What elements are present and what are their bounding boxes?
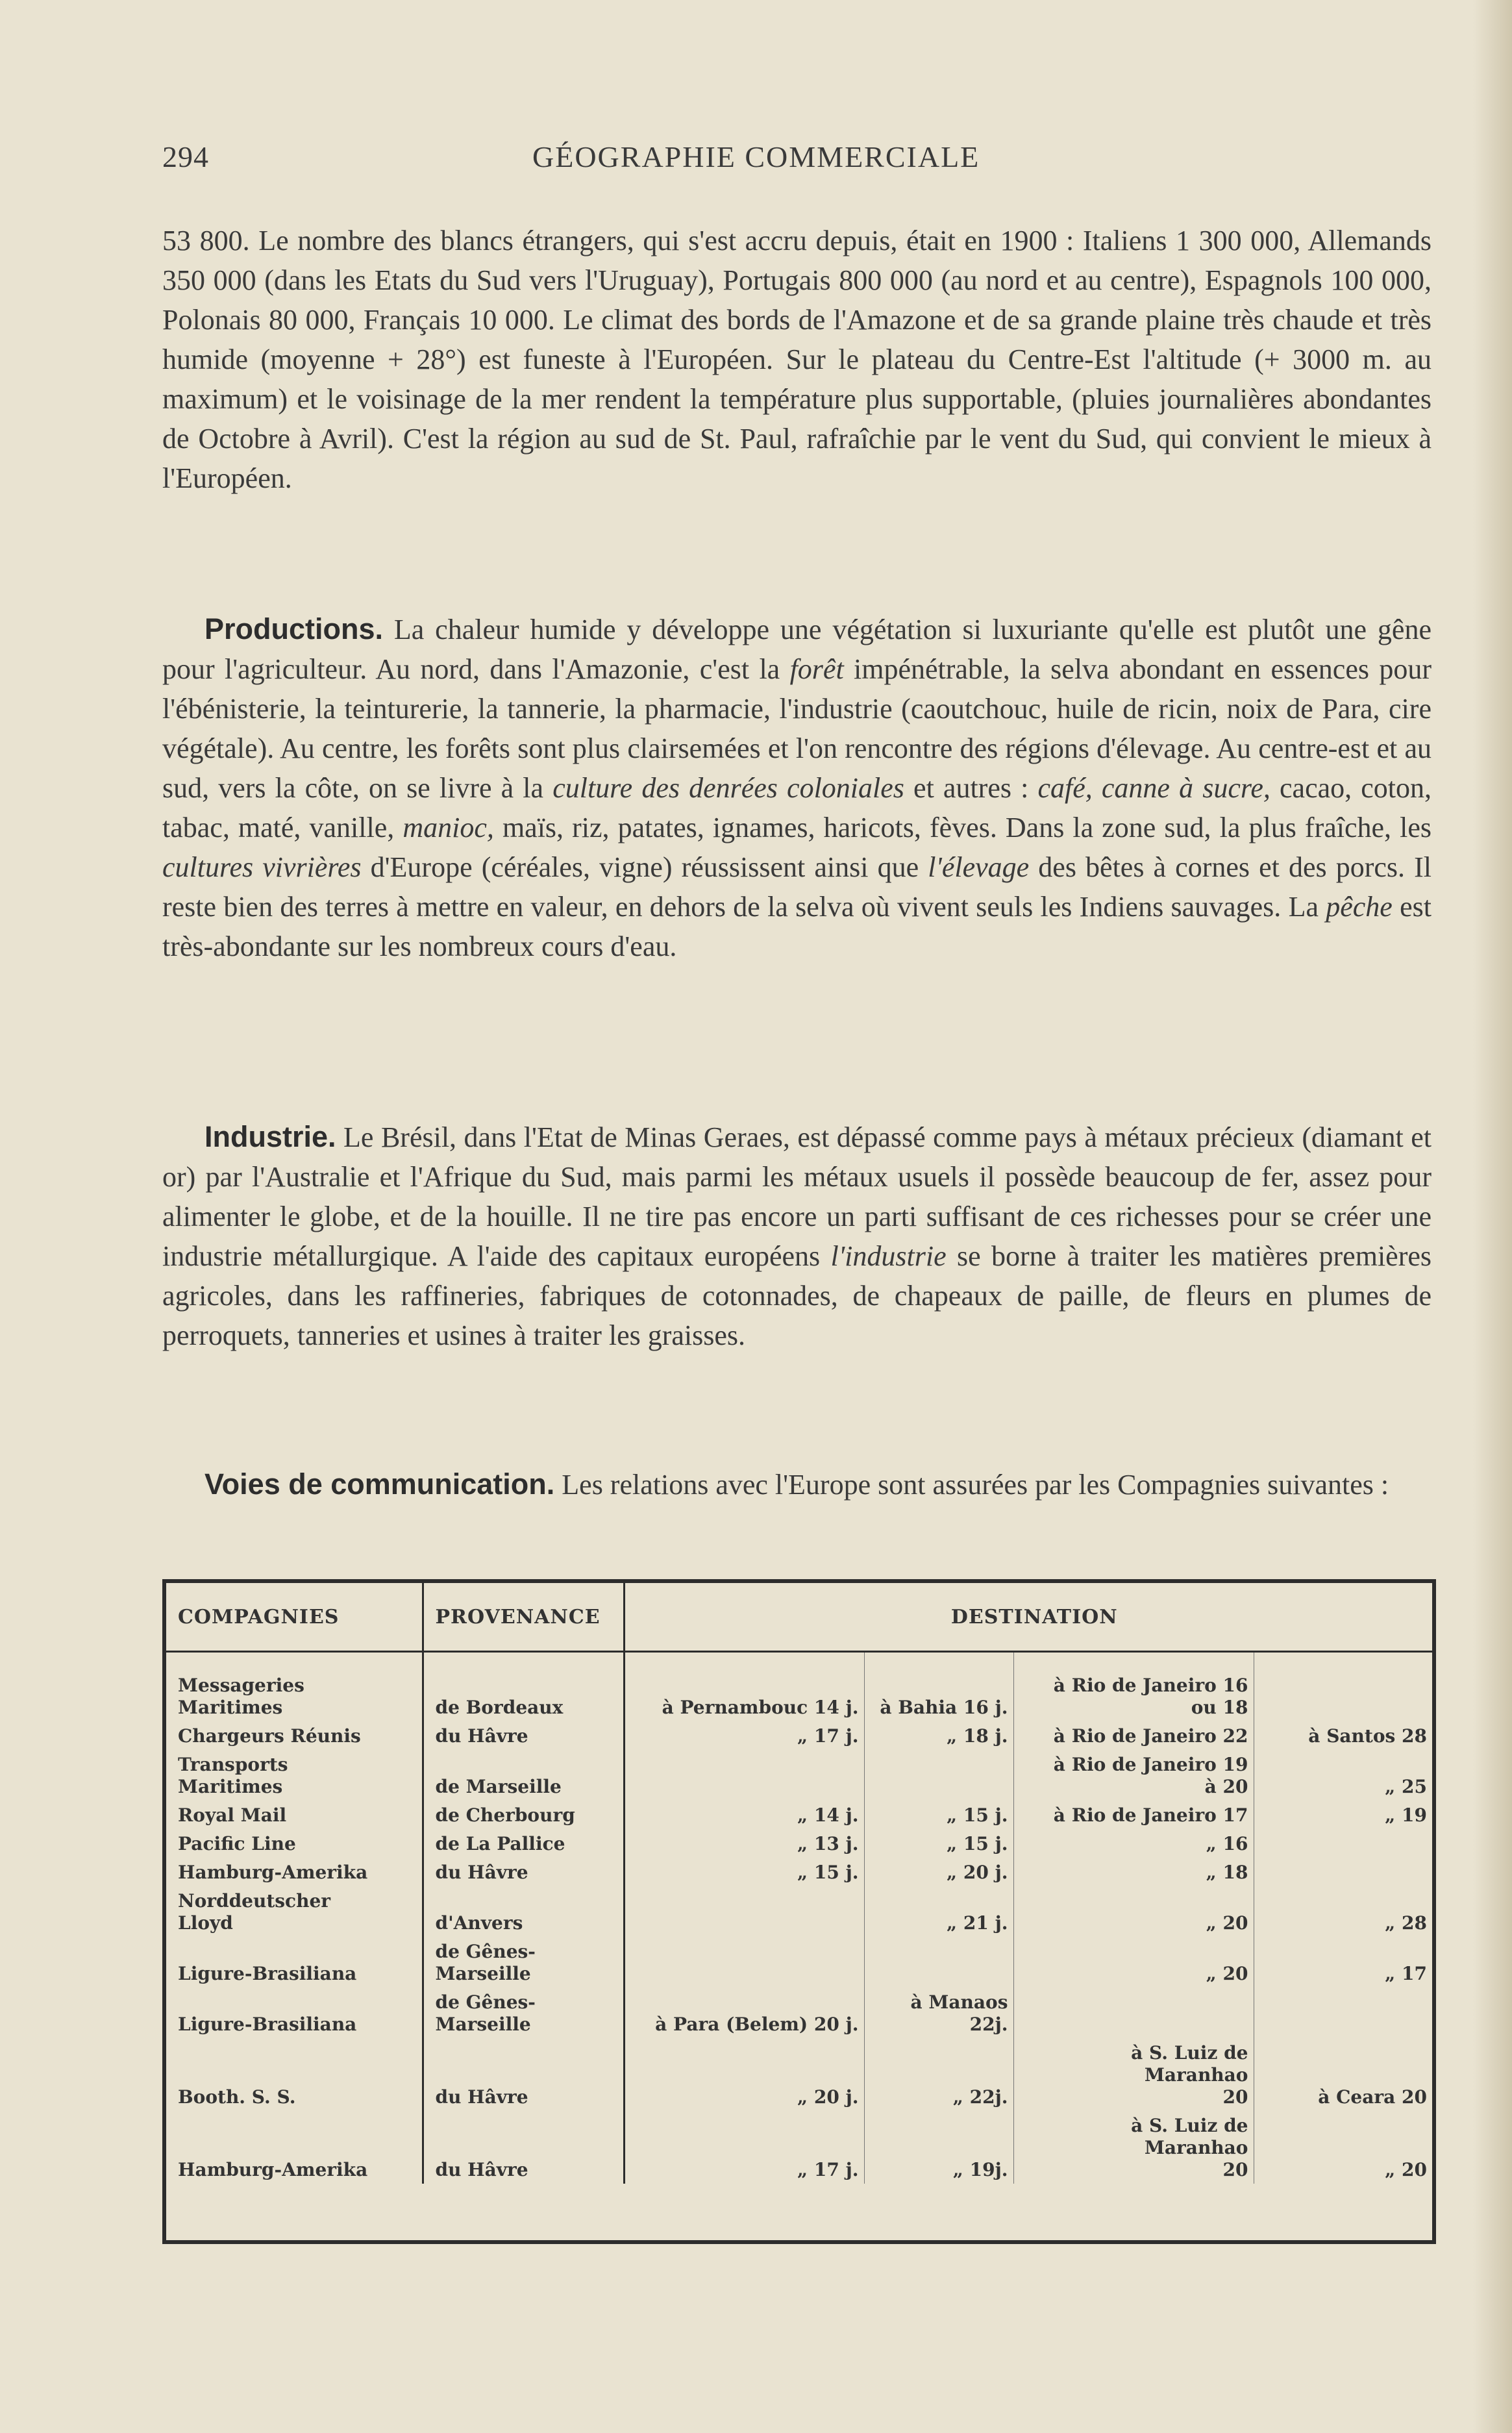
voies-paragraph xyxy=(162,1464,1431,1504)
destination-cell-2 xyxy=(864,1937,1013,1988)
company-cell xyxy=(166,1858,423,1886)
table-row xyxy=(166,1858,1432,1886)
destination-cell-2: „ 22j. xyxy=(864,2038,1013,2111)
header-destination: DESTINATION xyxy=(624,1583,1432,1652)
text-run: se borne à traiter les matières premières agricoles, dans les raffineries, fabriques de cotonnades, de chapeaux de paille, de fleurs en plumes de perroquets, tanneries et usines à traiter les graisses. xyxy=(162,1240,1431,1351)
industrie-section xyxy=(162,1117,1431,1355)
productions-paragraph xyxy=(162,609,1431,966)
destination-cell-4 xyxy=(1254,1988,1432,2038)
destination-cell-4: à Ceara 20 xyxy=(1318,2086,1427,2108)
emphasis: café, canne à sucre, xyxy=(1037,772,1270,804)
destination-cell-3-line: „ 16 xyxy=(1206,1833,1248,1854)
intro-paragraph xyxy=(162,221,1431,498)
text-run: impénétrable, la selva abondant en essences pour l'ébénisterie, la teinturerie, la tannerie, la pharmacie, l'industrie (caoutchouc, huile de ricin, noix de Para, cire végétale). Au centre, les forêts sont plus clairsemées et l'on rencontre des régions d'élevage. Au centre-est et au sud, vers la côte, on se livre à la xyxy=(162,653,1431,804)
destination-cell-4: „ 20 xyxy=(1385,2159,1427,2180)
emphasis: l'élevage xyxy=(928,851,1030,883)
destination-cell-4 xyxy=(1254,1829,1432,1858)
destination-cell-3-line: à S. Luiz de Maranhao xyxy=(1131,2042,1248,2086)
destination-cell-1: „ 15 j. xyxy=(624,1858,864,1886)
provenance-cell-line: de La Pallice xyxy=(435,1833,565,1854)
table-row xyxy=(166,1937,1432,1988)
company-cell xyxy=(166,1937,423,1988)
provenance-cell-line: Marseille xyxy=(435,2014,531,2035)
section-heading-industrie: Industrie. xyxy=(204,1120,336,1153)
company-cell xyxy=(166,1721,423,1750)
destination-cell-3 xyxy=(1013,1721,1254,1750)
destination-cell-1: à Para (Belem) 20 j. xyxy=(624,1988,864,2038)
company-cell-line: Transports xyxy=(178,1754,288,1775)
destination-cell-2: à Manaos 22j. xyxy=(864,1988,1013,2038)
provenance-cell xyxy=(423,1652,624,1722)
productions-section xyxy=(162,609,1431,966)
table-row xyxy=(166,1988,1432,2038)
destination-cell-3-line: à S. Luiz de Maranhao xyxy=(1131,2115,1248,2158)
provenance-cell xyxy=(423,1988,624,2038)
company-cell-line: Royal Mail xyxy=(178,1804,287,1826)
company-cell xyxy=(166,2038,423,2111)
emphasis: pêche xyxy=(1326,891,1393,923)
destination-cell-3 xyxy=(1013,1750,1254,1801)
company-cell-line: Booth. S. S. xyxy=(178,2086,296,2108)
voies-section xyxy=(162,1464,1431,1504)
table-header-row xyxy=(166,1583,1432,1652)
emphasis: forêt xyxy=(789,653,844,685)
destination-cell-4 xyxy=(1254,1858,1432,1886)
provenance-cell-line: du Hâvre xyxy=(435,1725,528,1747)
section-heading-voies: Voies de communication. xyxy=(204,1467,555,1501)
destination-cell-2: „ 20 j. xyxy=(864,1858,1013,1886)
routes-table xyxy=(166,1583,1432,2184)
destination-cell-4: „ 19 xyxy=(1385,1804,1427,1826)
company-cell-line: Pacific Line xyxy=(178,1833,296,1854)
company-cell-line: Lloyd xyxy=(178,1912,233,1934)
provenance-cell xyxy=(423,2038,624,2111)
provenance-cell-line: Marseille xyxy=(435,1963,531,1984)
company-cell-line: Ligure-Brasiliana xyxy=(178,2014,357,2035)
table-row xyxy=(166,1721,1432,1750)
provenance-cell-line: de Bordeaux xyxy=(435,1697,564,1718)
company-cell xyxy=(166,1988,423,2038)
table-row xyxy=(166,2111,1432,2184)
text-run: d'Europe (céréales, vigne) réussissent ainsi que xyxy=(361,851,928,883)
company-cell xyxy=(166,1801,423,1829)
provenance-cell-line: du Hâvre xyxy=(435,2159,528,2180)
destination-cell-3-line: à Rio de Janeiro 17 xyxy=(1053,1804,1248,1826)
running-head xyxy=(162,133,1431,179)
company-cell xyxy=(166,1652,423,1722)
destination-cell-2: à Bahia 16 j. xyxy=(864,1652,1013,1722)
text-run: Les relations avec l'Europe sont assurées par les Compagnies suivantes : xyxy=(554,1469,1389,1501)
destination-cell-3-line: à Rio de Janeiro 16 xyxy=(1053,1675,1248,1696)
company-cell xyxy=(166,1829,423,1858)
company-cell-line: Norddeutscher xyxy=(178,1890,331,1912)
provenance-cell xyxy=(423,1721,624,1750)
text-run: La chaleur humide y développe une végétation si luxuriante qu'elle est plutôt une gêne pour l'agriculteur. Au nord, dans l'Amazonie, c'est la xyxy=(162,614,1431,685)
page-number: 294 xyxy=(162,140,209,173)
running-title: GÉOGRAPHIE COMMERCIALE xyxy=(532,140,980,173)
table-row xyxy=(166,1652,1432,1722)
provenance-cell-line: de Gênes- xyxy=(435,1991,536,2013)
page-edge xyxy=(1473,0,1512,2433)
destination-cell-3 xyxy=(1013,1988,1254,2038)
company-cell-line: Chargeurs Réunis xyxy=(178,1725,361,1747)
provenance-cell xyxy=(423,1858,624,1886)
company-cell xyxy=(166,1750,423,1801)
destination-cell-1 xyxy=(624,1937,864,1988)
text-run: est très-abondante sur les nombreux cours d'eau. xyxy=(162,891,1431,962)
destination-cell-3-line: à Rio de Janeiro 22 xyxy=(1053,1725,1248,1747)
destination-cell-3 xyxy=(1013,2111,1254,2184)
destination-cell-1: „ 13 j. xyxy=(624,1829,864,1858)
header-provenance: PROVENANCE xyxy=(423,1583,624,1652)
company-cell-line: Maritimes xyxy=(178,1776,283,1797)
text-run: cacao, coton, tabac, maté, vanille, xyxy=(162,772,1432,843)
text-run: des bêtes à cornes et des porcs. Il reste bien des terres à mettre en valeur, en dehors de la selva où vivent seuls les Indiens sauvages. La xyxy=(162,851,1431,923)
provenance-cell-line: du Hâvre xyxy=(435,2086,528,2108)
destination-cell-1 xyxy=(624,1750,864,1801)
destination-cell-3 xyxy=(1013,1801,1254,1829)
destination-cell-3-line: 20 xyxy=(1222,2086,1248,2108)
company-cell-line: Hamburg-Amerika xyxy=(178,2159,368,2180)
destination-cell-4: „ 28 xyxy=(1385,1912,1427,1934)
table-body xyxy=(166,1652,1432,2184)
table-row xyxy=(166,1829,1432,1858)
company-cell-line: Hamburg-Amerika xyxy=(178,1862,368,1883)
company-cell xyxy=(166,2111,423,2184)
provenance-cell xyxy=(423,1829,624,1858)
shipping-companies-table xyxy=(162,1579,1436,2244)
company-cell xyxy=(166,1886,423,1937)
destination-cell-4: „ 17 xyxy=(1385,1963,1427,1984)
destination-cell-4: „ 25 xyxy=(1385,1776,1427,1797)
destination-cell-2: „ 18 j. xyxy=(864,1721,1013,1750)
emphasis: culture des denrées coloniales xyxy=(552,772,904,804)
text-run: et autres : xyxy=(904,772,1038,804)
destination-cell-3 xyxy=(1013,1829,1254,1858)
destination-cell-3 xyxy=(1013,1652,1254,1722)
text-run: Le Brésil, dans l'Etat de Minas Geraes, est dépassé comme pays à métaux précieux (diamant et or) par l'Australie et l'Afrique du Sud, mais parmi les métaux usuels il possède beaucoup de fer, assez pour alimenter le globe, et de la houille. Il ne tire pas encore un parti suffisant de ces richesses pour se créer une industrie métallurgique. A l'aide des capitaux européens xyxy=(162,1121,1431,1272)
destination-cell-3 xyxy=(1013,1858,1254,1886)
provenance-cell-line: du Hâvre xyxy=(435,1862,528,1883)
provenance-cell-line: d'Anvers xyxy=(435,1912,523,1934)
table-row xyxy=(166,1750,1432,1801)
provenance-cell-line: de Gênes- xyxy=(435,1941,536,1962)
destination-cell-1: „ 20 j. xyxy=(624,2038,864,2111)
destination-cell-1: „ 14 j. xyxy=(624,1801,864,1829)
destination-cell-1 xyxy=(624,1886,864,1937)
destination-cell-2: „ 15 j. xyxy=(864,1829,1013,1858)
destination-cell-3 xyxy=(1013,1886,1254,1937)
destination-cell-1: à Pernambouc 14 j. xyxy=(624,1652,864,1722)
provenance-cell xyxy=(423,1937,624,1988)
industrie-paragraph xyxy=(162,1117,1431,1355)
provenance-cell xyxy=(423,2111,624,2184)
destination-cell-3-line: à 20 xyxy=(1204,1776,1248,1797)
provenance-cell xyxy=(423,1801,624,1829)
emphasis: cultures vivrières xyxy=(162,851,362,883)
destination-cell-2 xyxy=(864,1750,1013,1801)
header-compagnies: COMPAGNIES xyxy=(166,1583,423,1652)
destination-cell-4: à Santos 28 xyxy=(1308,1725,1427,1747)
provenance-cell xyxy=(423,1750,624,1801)
destination-cell-3-line: „ 20 xyxy=(1206,1912,1248,1934)
destination-cell-1: „ 17 j. xyxy=(624,1721,864,1750)
company-cell-line: Ligure-Brasiliana xyxy=(178,1963,357,1984)
destination-cell-3-line: à Rio de Janeiro 19 xyxy=(1053,1754,1248,1775)
destination-cell-2: „ 15 j. xyxy=(864,1801,1013,1829)
provenance-cell-line: de Marseille xyxy=(435,1776,562,1797)
destination-cell-4 xyxy=(1254,1652,1432,1722)
destination-cell-1: „ 17 j. xyxy=(624,2111,864,2184)
destination-cell-3 xyxy=(1013,1937,1254,1988)
destination-cell-3 xyxy=(1013,2038,1254,2111)
provenance-cell xyxy=(423,1886,624,1937)
destination-cell-3-line: 20 xyxy=(1222,2159,1248,2180)
section-heading-productions: Productions. xyxy=(204,612,384,645)
table-row xyxy=(166,1801,1432,1829)
destination-cell-3-line: „ 20 xyxy=(1206,1963,1248,1984)
table-row xyxy=(166,2038,1432,2111)
emphasis: manioc, xyxy=(403,812,494,843)
emphasis: l'industrie xyxy=(830,1240,947,1272)
table-row xyxy=(166,1886,1432,1937)
destination-cell-2: „ 19j. xyxy=(864,2111,1013,2184)
company-cell-line: Messageries xyxy=(178,1675,304,1696)
destination-cell-3-line: ou 18 xyxy=(1191,1697,1248,1718)
text-run: maïs, riz, patates, ignames, haricots, fèves. Dans la zone sud, la plus fraîche, les xyxy=(493,812,1431,843)
intro-text: 53 800. Le nombre des blancs étrangers, qui s'est accru depuis, était en 1900 : Italiens 1 300 000, Allemands 350 000 (dans les Etats du Sud vers l'Uruguay), Portugais 800 000 (au nord et au centre), Espagnols 100 000, Polonais 80 000, Français 10 000. Le climat des bords de l'Amazone et de sa grande plaine très chaude et très humide (moyenne + 28°) est funeste à l'Européen. Sur le plateau du Centre-Est l'altitude (+ 3000 m. au maximum) et le voisinage de la mer rendent la température plus supportable, (pluies journalières abondantes de Octobre à Avril). C'est la région au sud de St. Paul, rafraîchie par le vent du Sud, qui convient le mieux à l'Européen. xyxy=(162,225,1431,494)
destination-cell-3-line: „ 18 xyxy=(1206,1862,1248,1883)
company-cell-line: Maritimes xyxy=(178,1697,283,1718)
destination-cell-2: „ 21 j. xyxy=(864,1886,1013,1937)
provenance-cell-line: de Cherbourg xyxy=(435,1804,575,1826)
